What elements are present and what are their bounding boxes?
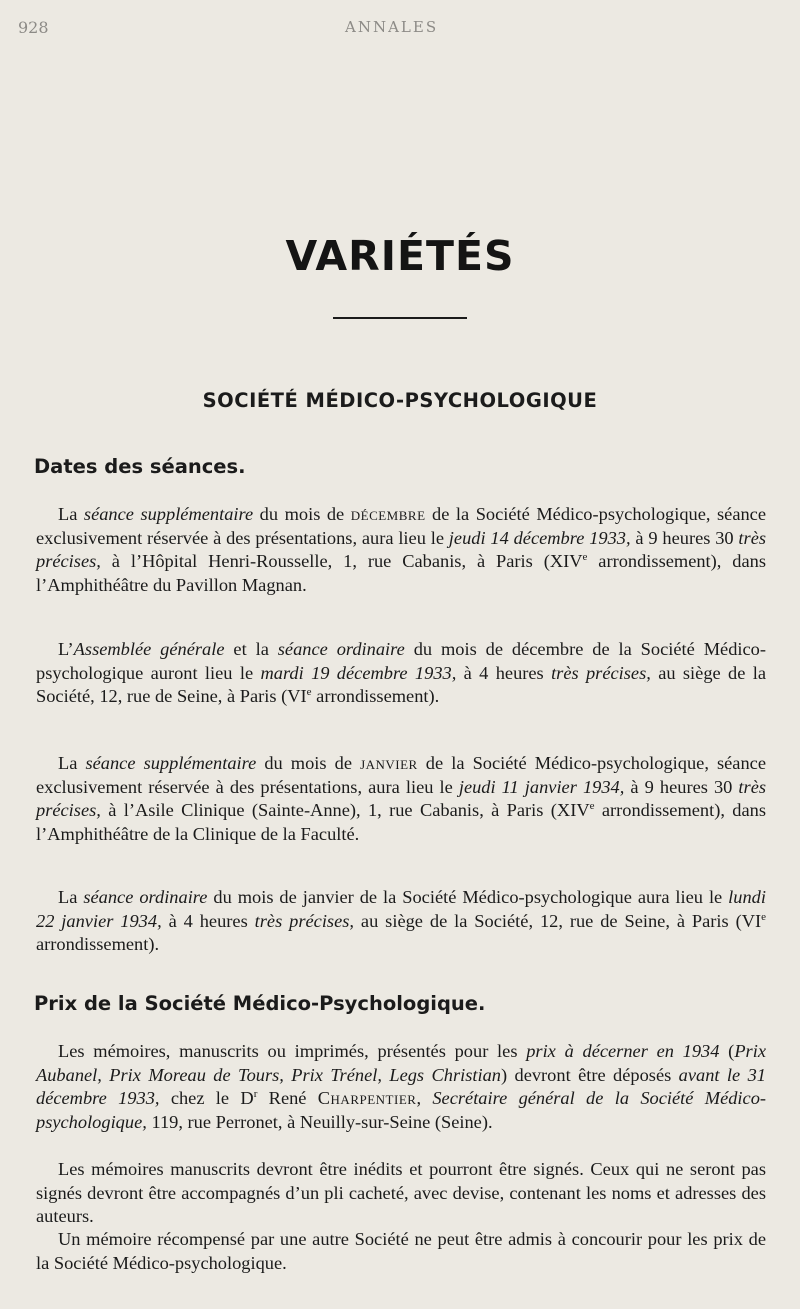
paragraph-prize-submission: Les mémoires, manuscrits ou imprimés, présentés pour les prix à décerner en 1934 (Prix Aubanel, Prix Moreau de Tours, Prix Trénel, Legs Christian) devront être déposés avant le 31 décembre 1933, chez le $D^r$ René Charpentier, Secrétaire général de la Société Médico-psychologique, 119, rue Perronet, à Neuilly-sur-Seine (Seine). — [36, 1041, 767, 1132]
section-heading-dates: Dates des séances. — [34, 455, 246, 478]
section-heading-prizes: Prix de la Société Médico-Psychologique. — [34, 992, 486, 1015]
page-title: VARIÉTÉS — [285, 232, 515, 280]
paragraph-december-ordinary: L’Assemblée générale et la séance ordinaire du mois de décembre de la Société Médico-psychologique auront lieu le mardi 19 décembre 1933, à 4 heures très précises, au siège de la Société, 12, rue de Seine, à Paris (VIe arrondissement). — [36, 639, 767, 707]
paragraph-january-supplementary: La séance supplémentaire du mois de janvier de la Société Médico-psychologique, séance exclusivement réservée à des présentations, aura lieu le jeudi 11 janvier 1934, à 9 heures 30 très précises, à l’Asile Clinique (Sainte-Anne), 1, rue Cabanis, à Paris (XIVe arrondissement), dans l’Amphithéâtre de la Clinique de la Faculté. — [36, 753, 767, 844]
paragraph-january-ordinary: La séance ordinaire du mois de janvier de la Société Médico-psychologique aura lieu le lundi 22 janvier 1934, à 4 heures très précises, au siège de la Société, 12, rue de Seine, à Paris (VIe arrondissement). — [36, 887, 767, 955]
page-number: 928 — [18, 18, 49, 37]
running-head — [0, 18, 800, 46]
title-rule — [333, 317, 467, 319]
running-title: ANNALES — [345, 18, 439, 36]
society-heading: SOCIÉTÉ MÉDICO-PSYCHOLOGIQUE — [202, 389, 598, 412]
paragraph-eligibility: Un mémoire récompensé par une autre Société ne peut être admis à concourir pour les prix de la Société Médico-psychologique. — [36, 1229, 766, 1273]
paragraph-manuscript-rules: Les mémoires manuscrits devront être inédits et pourront être signés. Ceux qui ne seront pas signés devront être accompagnés d’un pli cacheté, avec devise, contenant les noms et adresses des auteurs. — [36, 1159, 766, 1227]
paragraph-december-supplementary: La séance supplémentaire du mois de décembre de la Société Médico-psychologique, séance exclusivement réservée à des présentations, aura lieu le jeudi 14 décembre 1933, à 9 heures 30 très précises, à l’Hôpital Henri-Rousselle, 1, rue Cabanis, à Paris (XIVe arrondissement), dans l’Amphithéâtre du Pavillon Magnan. — [36, 504, 767, 595]
